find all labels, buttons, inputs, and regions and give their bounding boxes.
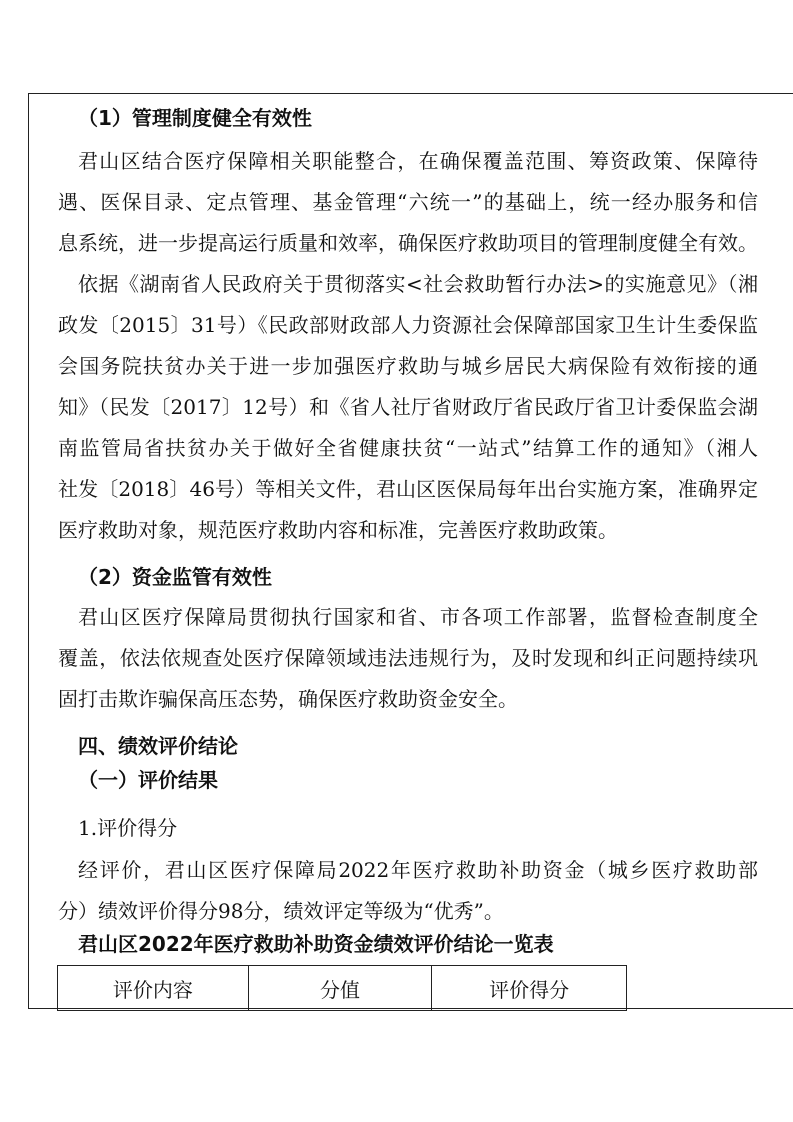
table-title: 君山区2022年医疗救助补助资金绩效评价结论一览表 [78, 932, 554, 956]
section-2-para-line: 君山区医疗保障局贯彻执行国家和省、市各项工作部署，监督检查制度全 [78, 605, 758, 629]
table-header-cell: 评价得分 [432, 966, 627, 1011]
section-1-heading: （1）管理制度健全有效性 [78, 106, 312, 130]
chapter-4-heading: 四、绩效评价结论 [78, 734, 238, 758]
section-1-para-line: 遇、医保目录、定点管理、基金管理“六统一”的基础上，统一经办服务和信 [58, 190, 758, 214]
basis-para-line: 政发〔2015〕31号）《民政部财政部人力资源社会保障部国家卫生计生委保监 [58, 313, 758, 337]
section-1-para-line: 君山区结合医疗保障相关职能整合，在确保覆盖范围、筹资政策、保障待 [78, 149, 758, 173]
basis-para-line: 依据《湖南省人民政府关于贯彻落实<社会救助暂行办法>的实施意见》（湘 [78, 272, 758, 296]
basis-para-line: 社发〔2018〕46号）等相关文件，君山区医保局每年出台实施方案，准确界定 [58, 477, 758, 501]
basis-para-line: 南监管局省扶贫办关于做好全省健康扶贫“一站式”结算工作的通知》（湘人 [58, 436, 758, 460]
chapter-4-subheading: （一）评价结果 [78, 768, 218, 792]
section-1-para-line: 息系统，进一步提高运行质量和效率，确保医疗救助项目的管理制度健全有效。 [58, 231, 758, 255]
item-1-heading: 1.评价得分 [78, 816, 178, 840]
chapter-4-para-line: 经评价，君山区医疗保障局2022年医疗救助补助资金（城乡医疗救助部 [78, 858, 758, 882]
section-2-para-line: 固打击欺诈骗保高压态势，确保医疗救助资金安全。 [58, 687, 518, 711]
evaluation-summary-table [57, 965, 627, 1011]
section-2-para-line: 覆盖，依法依规查处医疗保障领域违法违规行为，及时发现和纠正问题持续巩 [58, 646, 758, 670]
table-header-row [58, 966, 627, 1011]
basis-para-line: 医疗救助对象，规范医疗救助内容和标准，完善医疗救助政策。 [58, 518, 618, 542]
table-header-cell: 分值 [248, 966, 432, 1011]
table-header-cell: 评价内容 [58, 966, 249, 1011]
basis-para-line: 会国务院扶贫办关于进一步加强医疗救助与城乡居民大病保险有效衔接的通 [58, 354, 758, 378]
chapter-4-para-line: 分）绩效评价得分98分，绩效评定等级为“优秀”。 [58, 899, 504, 923]
section-2-heading: （2）资金监管有效性 [78, 565, 272, 589]
basis-para-line: 知》（民发〔2017〕12号）和《省人社厅省财政厅省民政厅省卫计委保监会湖 [58, 395, 758, 419]
